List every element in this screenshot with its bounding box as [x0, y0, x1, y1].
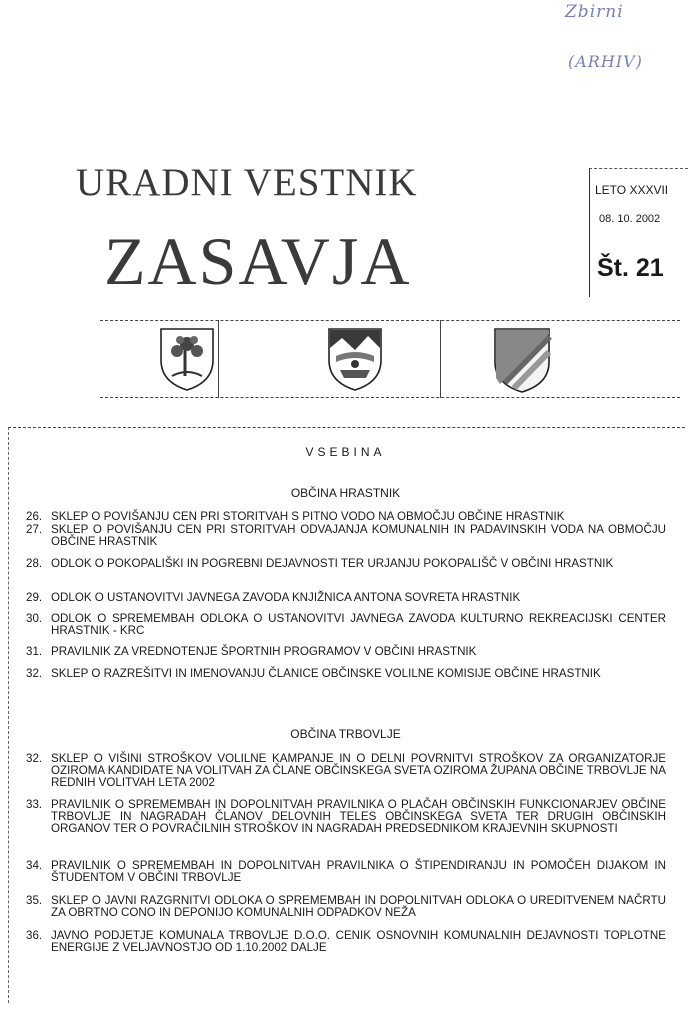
entry-number: 26.	[26, 510, 43, 523]
entry-title: ODLOK O POKOPALIŠKI IN POGREBNI DEJAVNOSTI TER URJANJU POKOPALIŠČ V OBČINI HRASTNIK	[51, 557, 614, 570]
contents-entry	[26, 895, 666, 919]
masthead-subtitle: ZASAVJA	[104, 223, 412, 299]
issue-year: LETO XXXVII	[595, 183, 669, 197]
contents-entry	[26, 558, 666, 570]
contents-entry	[26, 511, 666, 523]
issue-number: Št. 21	[597, 254, 664, 282]
entry-title: SKLEP O RAZREŠITVI IN IMENOVANJU ČLANICE OBČINSKE VOLILNE KOMISIJE OBČINE HRASTNIK	[51, 667, 601, 680]
entry-number: 35.	[26, 894, 43, 907]
entry-title: SKLEP O POVIŠANJU CEN PRI STORITVAH ODVAJANJA KOMUNALNIH IN PADAVINSKIH VODA NA OBMOČJU OBČINE HRASTNIK	[51, 523, 666, 548]
contents-entry	[26, 646, 666, 658]
entry-title: SKLEP O POVIŠANJU CEN PRI STORITVAH S PITNO VODO NA OBMOČJU OBČINE HRASTNIK	[51, 510, 565, 523]
entry-title: ODLOK O SPREMEMBAH ODLOKA O USTANOVITVI JAVNEGA ZAVODA KULTURNO REKREACIJSKI CENTER HRASTNIK - KRC	[51, 612, 666, 637]
mountain-crest-icon	[326, 326, 384, 392]
entry-number: 34.	[26, 859, 43, 872]
entry-title: ODLOK O USTANOVITVI JAVNEGA ZAVODA KNJIŽNICA ANTONA SOVRETA HRASTNIK	[51, 591, 521, 604]
contents-entry	[26, 860, 666, 884]
entry-title: SKLEP O JAVNI RAZGRNITVI ODLOKA O SPREMEMBAH IN DOPOLNITVAH ODLOKA O UREDITVENEM NAČRTU ZA OBRTNO CONO IN DEPONIJO KOMUNALNIH ODPADKOV NEŽA	[51, 894, 666, 919]
crest-divider	[218, 320, 219, 398]
entry-number: 30.	[26, 612, 43, 625]
contents-entry	[26, 668, 666, 680]
issue-date: 08. 10. 2002	[599, 213, 661, 225]
entry-number: 27.	[26, 523, 43, 536]
entry-title: PRAVILNIK ZA VREDNOTENJE ŠPORTNIH PROGRAMOV V OBČINI HRASTNIK	[51, 645, 477, 658]
entry-number: 28.	[26, 557, 43, 570]
entry-number: 32.	[26, 752, 43, 765]
contents-entry	[26, 753, 666, 789]
oak-tree-crest-icon	[158, 326, 216, 392]
contents-entry	[26, 613, 666, 637]
crest-top-rule	[100, 320, 680, 321]
handwritten-note: Zbirni	[565, 2, 624, 22]
contents-entry	[26, 799, 666, 835]
handwritten-archive-note: (ARHIV)	[568, 52, 643, 71]
contents-heading: VSEBINA	[305, 445, 386, 459]
entry-title: JAVNO PODJETJE KOMUNALA TRBOVLJE D.O.O. CENIK OSNOVNIH KOMUNALNIH DEJAVNOSTI TOPLOTNE ENERGIJE Z VELJAVNOSTJO OD 1.10.2002 DALJE	[51, 929, 666, 954]
section-heading-hrastnik: OBČINA HRASTNIK	[290, 486, 401, 500]
crest-bottom-rule	[100, 397, 680, 398]
entry-number: 33.	[26, 798, 43, 811]
entry-number: 32.	[26, 667, 43, 680]
diagonal-stripes-crest-icon	[492, 326, 552, 394]
contents-entry	[26, 592, 666, 604]
entry-number: 29.	[26, 591, 43, 604]
entry-number: 31.	[26, 645, 43, 658]
crest-divider	[440, 320, 441, 398]
contents-entry	[26, 524, 666, 548]
crest-row	[100, 320, 680, 398]
masthead-title: URADNI VESTNIK	[76, 161, 418, 204]
entry-title: PRAVILNIK O SPREMEMBAH IN DOPOLNITVAH PRAVILNIKA O ŠTIPENDIRANJU IN POMOČEH DIJAKOM IN ŠTUDENTOM V OBČINI TRBOVLJE	[51, 859, 666, 884]
contents-entry	[26, 930, 666, 954]
entry-number: 36.	[26, 929, 43, 942]
entry-title: SKLEP O VIŠINI STROŠKOV VOLILNE KAMPANJE IN O DELNI POVRNITVI STROŠKOV ZA ORGANIZATORJE OZIROMA KANDIDATE NA VOLITVAH ZA ČLANE OBČINSKEGA SVETA OZIROMA ŽUPANA OBČINE TRBOVLJE NA REDNIH VOLITVAH LETA 2002	[51, 752, 666, 789]
section-heading-trbovlje: OBČINA TRBOVLJE	[290, 727, 401, 741]
entry-title: PRAVILNIK O SPREMEMBAH IN DOPOLNITVAH PRAVILNIKA O PLAČAH OBČINSKIH FUNKCIONARJEV OBČINE TRBOVLJE IN NAGRADAH ČLANOV DELOVNIH TELES OBČINSKEGA SVETA TER DRUGIH OBČINSKIH ORGANOV TER O POVRAČILNIH STROŠKOV IN NAGRADAH PREDSEDNIKOM KRAJEVNIH SKUPNOSTI	[51, 798, 666, 835]
